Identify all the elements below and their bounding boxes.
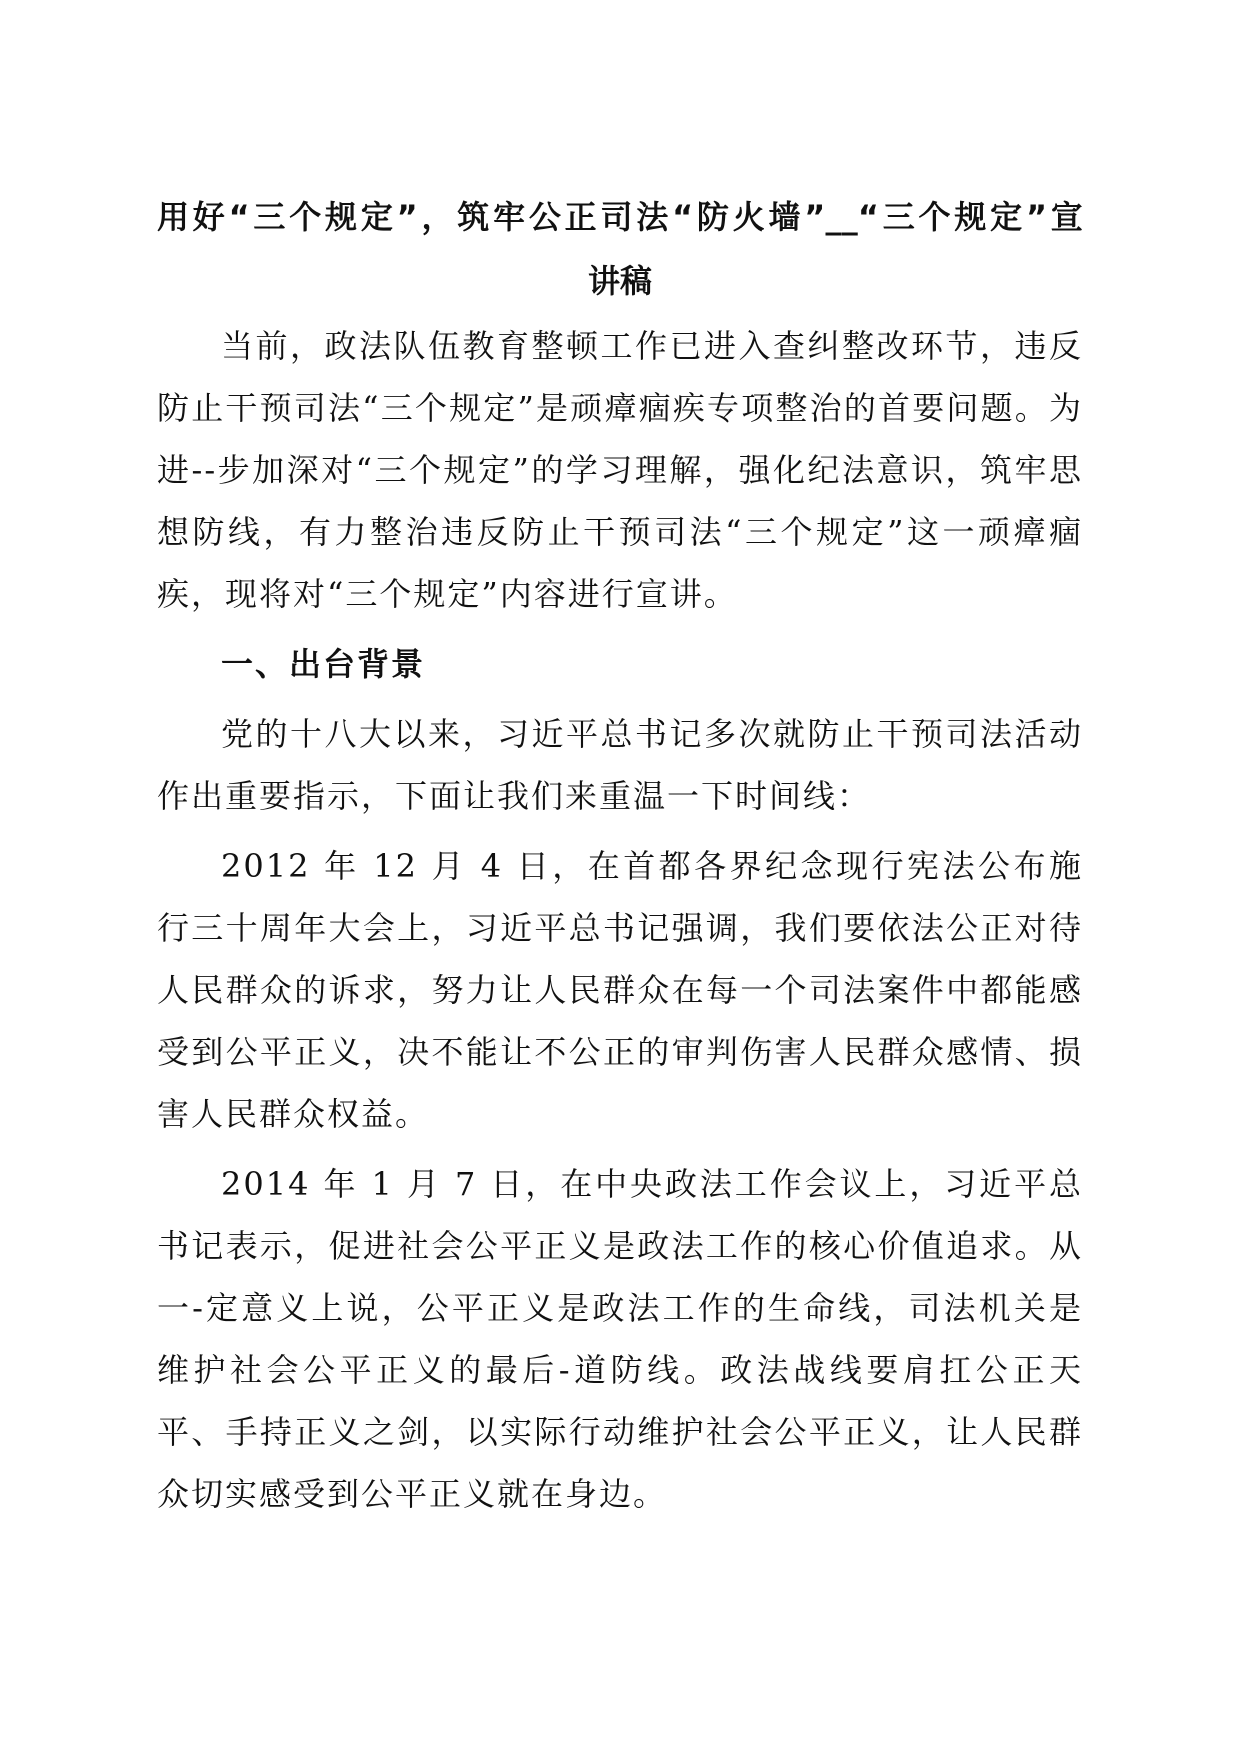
section-1-heading: 一、出台背景: [221, 645, 426, 683]
section-1-paragraph-2: 2012 年 12 月 4 日，在首都各界纪念现行宪法公布施行三十周年大会上，习近平总书记强调，我们要依法公正对待人民群众的诉求，努力让人民群众在每一个司法案件中都能感受到公平正义，决不能让不公正的审判伤害人民群众感情、损害人民群众权益。: [157, 847, 1083, 1133]
spacer: [157, 625, 1083, 633]
document-title: [157, 185, 1083, 313]
intro-paragraph: 当前，政法队伍教育整顿工作已进入查纠整改环节，违反防止干预司法“三个规定”是顽瘴痼疾专项整治的首要问题。为进--步加深对“三个规定”的学习理解，强化纪法意识，筑牢思想防线，有力整治违反防止干预司法“三个规定”这一顽瘴痼疾，现将对“三个规定”内容进行宣讲。: [157, 327, 1083, 613]
spacer: [157, 695, 1083, 703]
title-line-1: 用好“三个规定”，筑牢公正司法“防火墙”__“三个规定”宣: [157, 198, 1083, 236]
title-line-2: 讲稿: [587, 262, 652, 300]
spacer: [157, 1145, 1083, 1153]
document-page: [157, 185, 1083, 1525]
section-1-paragraph-3: 2014 年 1 月 7 日，在中央政法工作会议上，习近平总书记表示，促进社会公平正义是政法工作的核心价值追求。从一-定意义上说，公平正义是政法工作的生命线，司法机关是维护社会公平正义的最后-道防线。政法战线要肩扛公正天平、手持正义之剑，以实际行动维护社会公平正义，让人民群众切实感受到公平正义就在身边。: [157, 1165, 1083, 1513]
spacer: [157, 827, 1083, 835]
section-1-paragraph-1: 党的十八大以来，习近平总书记多次就防止干预司法活动作出重要指示，下面让我们来重温一下时间线：: [157, 715, 1083, 815]
